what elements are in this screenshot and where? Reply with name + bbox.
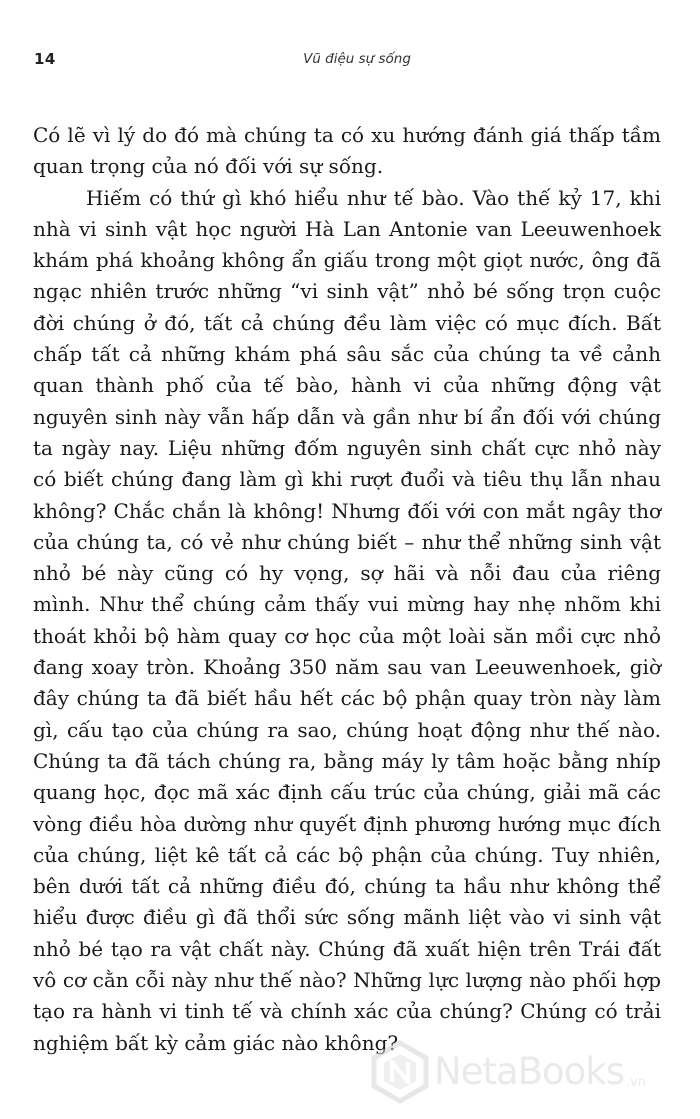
watermark-suffix: .vn — [625, 1075, 647, 1090]
watermark-text — [434, 1050, 646, 1093]
watermark — [368, 1040, 688, 1110]
netabooks-logo-icon — [368, 1040, 432, 1104]
watermark-brand: NetaBooks — [434, 1050, 624, 1093]
page-header — [34, 50, 660, 74]
page-number: 14 — [34, 50, 56, 68]
paragraph-2: Hiếm có thứ gì khó hiểu như tế bào. Vào thế kỷ 17, khi nhà vi sinh vật học người Hà Lan Antonie van Leeuwenhoek khám phá khoảng không ẩn giấu trong một giọt nước, ông đã ngạc nhiên trước những “vi sinh vật” nhỏ bé sống trọn cuộc đời chúng ở đó, tất cả chúng đều làm việc có mục đích. Bất chấp tất cả những khám phá sâu sắc của chúng ta về cảnh quan thành phố của tế bào, hành vi của những động vật nguyên sinh này vẫn hấp dẫn và gần như bí ẩn đối với chúng ta ngày nay. Liệu những đốm nguyên sinh chất cực nhỏ này có biết chúng đang làm gì khi rượt đuổi và tiêu thụ lẫn nhau không? Chắc chắn là không! Nhưng đối với con mắt ngây thơ của chúng ta, có vẻ như chúng biết – như thể những sinh vật nhỏ bé này cũng có hy vọng, sợ hãi và nỗi đau của riêng mình. Như thể chúng cảm thấy vui mừng hay nhẹ nhõm khi thoát khỏi bộ hàm quay cơ học của một loài săn mồi cực nhỏ đang xoay tròn. Khoảng 350 năm sau van Leeuwenhoek, giờ đây chúng ta đã biết hầu hết các bộ phận quay tròn này làm gì, cấu tạo của chúng ra sao, chúng hoạt động như thế nào. Chúng ta đã tách chúng ra, bằng máy ly tâm hoặc bằng nhíp quang học, đọc mã xác định cấu trúc của chúng, giải mã các vòng điều hòa dường như quyết định phương hướng mục đích của chúng, liệt kê tất cả các bộ phận của chúng. Tuy nhiên, bên dưới tất cả những điều đó, chúng ta hầu như không thể hiểu được điều gì đã thổi sức sống mãnh liệt vào vi sinh vật nhỏ bé tạo ra vật chất này. Chúng đã xuất hiện trên Trái đất vô cơ cằn cỗi này như thế nào? Những lực lượng nào phối hợp tạo ra hành vi tinh tế và chính xác của chúng? Chúng có trải nghiệm bất kỳ cảm giác nào không? — [33, 185, 661, 1055]
paragraph-1: Có lẽ vì lý do đó mà chúng ta có xu hướng đánh giá thấp tầm quan trọng của nó đối với sự sống. — [33, 123, 661, 179]
body-text — [33, 120, 661, 1059]
running-title: Vũ điệu sự sống — [303, 51, 411, 67]
